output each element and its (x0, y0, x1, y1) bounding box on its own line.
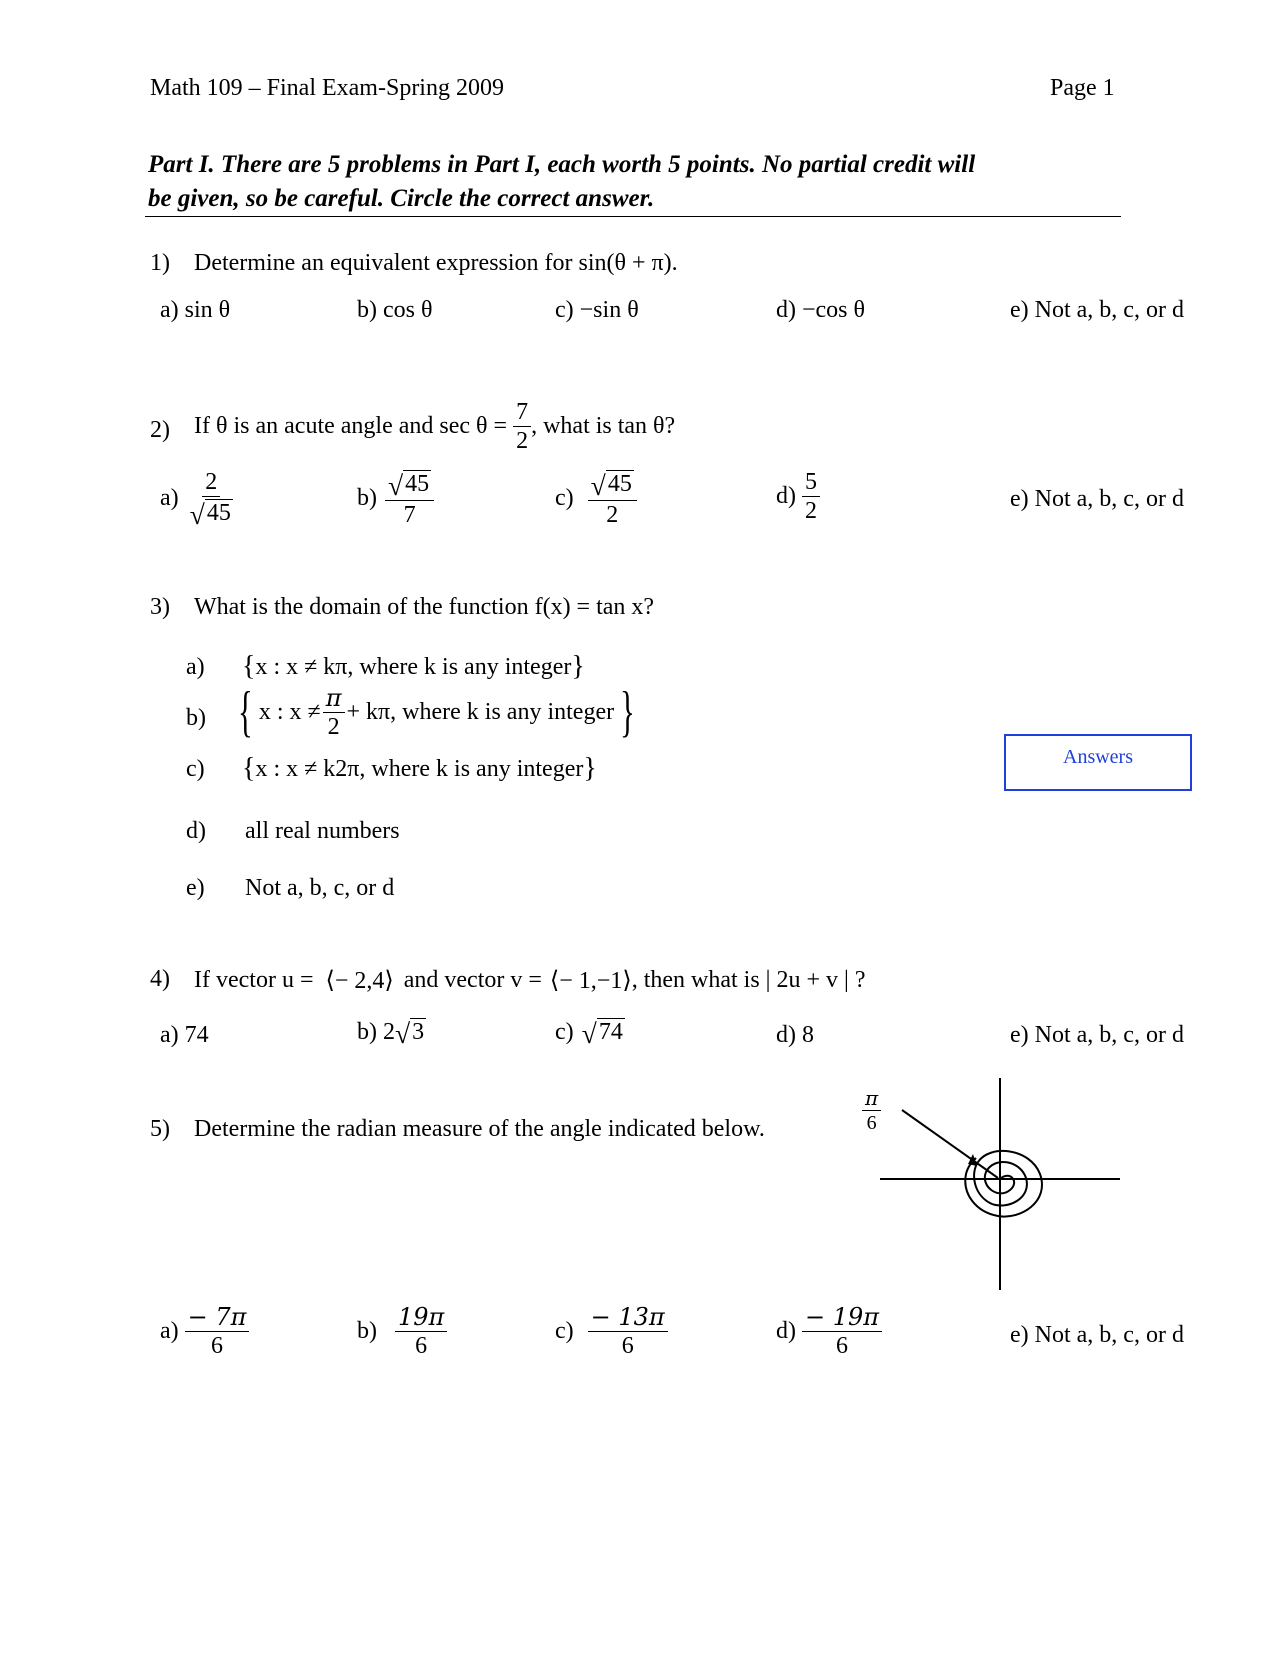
q4-u-vector: ⟨− 2,4⟩ (325, 968, 394, 994)
q3-b-num: π (323, 686, 345, 713)
page-number: Page 1 (1050, 75, 1115, 101)
q2-text (194, 400, 675, 453)
q2-c-den: 2 (606, 502, 619, 528)
q2-c-label: c) (555, 485, 574, 511)
q3-option-d-label[interactable]: d) (186, 818, 206, 844)
arrow-head (968, 1154, 977, 1166)
q5-option-d[interactable] (776, 1305, 882, 1358)
q4-number: 4) (150, 966, 170, 992)
q1-option-e[interactable]: e) Not a, b, c, or d (1010, 297, 1184, 323)
q2-c-sqrt: √ 45 (590, 470, 632, 501)
q3-c-brace-close: } (583, 753, 597, 784)
q5-d-den: 6 (836, 1333, 849, 1359)
answers-button[interactable]: Answers (1004, 734, 1192, 791)
q2-b-sqrt: √ 45 (388, 470, 430, 501)
q2-option-e[interactable]: e) Not a, b, c, or d (1010, 486, 1184, 512)
q5-c-num: − 13π (588, 1305, 668, 1332)
q1-text: Determine an equivalent expression for sin(θ + π). (194, 250, 678, 276)
q5-b-num: 19π (395, 1305, 447, 1332)
q3-text: What is the domain of the function f(x) = tan x? (194, 594, 655, 620)
q2-d-den: 2 (805, 498, 817, 524)
q5-a-den: 6 (211, 1333, 224, 1359)
q4-b-sqrt: √ 3 (395, 1018, 425, 1049)
q3-b-brace-open: { (238, 681, 253, 743)
q4-option-a[interactable]: a) 74 (160, 1022, 209, 1048)
q2-a-num: 2 (202, 470, 220, 497)
q3-b-brace-close: } (620, 681, 635, 743)
q5-d-num: − 19π (802, 1305, 882, 1332)
q1-option-d[interactable]: d) −cos θ (776, 297, 866, 323)
divider (145, 216, 1121, 217)
q5-a-fraction (185, 1305, 250, 1358)
q3-b-pre: x : x ≠ (258, 698, 321, 725)
q2-sec-num: 7 (513, 400, 531, 427)
q5-option-b[interactable] (357, 1305, 447, 1358)
q2-c-fraction (588, 470, 637, 527)
part-instructions-line2: be given, so be careful. Circle the correct answer. (148, 185, 655, 212)
q4-text (194, 966, 865, 995)
q2-option-c[interactable] (555, 470, 637, 527)
terminal-ray (902, 1110, 998, 1178)
q3-option-d[interactable]: all real numbers (245, 818, 400, 844)
q4-text-u: If vector u = (194, 967, 314, 993)
q4-option-d[interactable]: d) 8 (776, 1022, 814, 1048)
q5-d-fraction (802, 1305, 882, 1358)
q2-b-den: 7 (403, 502, 416, 528)
q5-b-den: 6 (415, 1333, 428, 1359)
q5-fig-num: π (862, 1088, 881, 1111)
q5-a-num: − 7π (185, 1305, 250, 1332)
q2-option-b[interactable] (357, 470, 434, 527)
q3-option-a-label[interactable]: a) (186, 654, 205, 680)
q5-c-den: 6 (621, 1333, 634, 1359)
q3-a-set: x : x ≠ kπ, where k is any integer (255, 653, 572, 680)
part-instructions-line1: Part I. There are 5 problems in Part I, each worth 5 points. No partial credit will (148, 151, 976, 178)
q5-angle-diagram (880, 1078, 1130, 1298)
q5-c-label: c) (555, 1318, 574, 1344)
q5-figure-label (862, 1088, 881, 1133)
q3-option-a[interactable] (242, 651, 585, 683)
q2-number: 2) (150, 417, 170, 443)
q5-a-label: a) (160, 1318, 179, 1344)
q5-text: Determine the radian measure of the angle indicated below. (194, 1116, 765, 1142)
q4-c-sqrt: √ 74 (581, 1018, 623, 1049)
q2-option-d[interactable] (776, 470, 820, 523)
q2-text-before: If θ is an acute angle and sec θ = (194, 413, 508, 439)
q3-option-c[interactable] (242, 753, 597, 785)
q1-number: 1) (150, 250, 170, 276)
q5-option-e[interactable]: e) Not a, b, c, or d (1010, 1322, 1184, 1348)
q2-sec-fraction (513, 400, 531, 453)
q4-c-label: c) (555, 1018, 574, 1045)
q2-d-num: 5 (802, 470, 820, 497)
q4-v-vector: ⟨− 1,−1⟩ (549, 968, 632, 994)
q3-b-post: + kπ, where k is any integer (346, 698, 615, 725)
q5-b-fraction (395, 1305, 447, 1358)
q3-number: 3) (150, 594, 170, 620)
course-title: Math 109 – Final Exam-Spring 2009 (150, 75, 504, 101)
q2-d-label: d) (776, 483, 796, 509)
q2-b-fraction (385, 470, 434, 527)
q5-number: 5) (150, 1116, 170, 1142)
q3-option-c-label[interactable]: c) (186, 756, 205, 782)
q3-a-brace-close: } (571, 651, 585, 682)
q1-option-c[interactable]: c) −sin θ (555, 297, 639, 323)
q3-option-b-label[interactable]: b) (186, 705, 206, 731)
q2-option-a[interactable] (160, 469, 236, 530)
q2-text-after: , what is tan θ? (531, 413, 676, 439)
q2-a-fraction (187, 469, 236, 530)
q3-c-brace-open: { (242, 753, 256, 784)
q2-a-sqrt: √ 45 (189, 499, 231, 530)
q3-a-brace-open: { (242, 651, 256, 682)
q2-b-label: b) (357, 485, 377, 511)
q2-d-fraction (802, 470, 820, 523)
q1-option-a[interactable]: a) sin θ (160, 297, 231, 323)
q2-a-label: a) (160, 485, 179, 511)
q5-c-fraction (588, 1305, 668, 1358)
q4-text-end: , then what is | 2u + v | ? (631, 967, 866, 993)
q4-option-e[interactable]: e) Not a, b, c, or d (1010, 1022, 1184, 1048)
q1-option-b[interactable]: b) cos θ (357, 297, 433, 323)
rotation-spiral (965, 1151, 1042, 1217)
q5-b-label: b) (357, 1318, 377, 1344)
q4-text-v: and vector v = (403, 967, 542, 993)
q4-option-b[interactable] (357, 1018, 426, 1049)
q3-option-b[interactable] (232, 681, 641, 743)
q2-sec-den: 2 (516, 428, 529, 454)
q3-option-e[interactable]: Not a, b, c, or d (245, 875, 395, 901)
q5-d-label: d) (776, 1318, 796, 1344)
q3-option-e-label[interactable]: e) (186, 875, 205, 901)
q3-c-set: x : x ≠ k2π, where k is any integer (255, 755, 584, 782)
q4-option-c[interactable] (555, 1018, 625, 1049)
q5-option-c[interactable] (555, 1305, 668, 1358)
q3-b-den: 2 (327, 713, 340, 740)
q5-fig-den: 6 (866, 1112, 877, 1134)
q5-option-a[interactable] (160, 1305, 249, 1358)
q4-b-label: b) 2 (357, 1018, 395, 1045)
q3-b-fraction (323, 683, 345, 740)
